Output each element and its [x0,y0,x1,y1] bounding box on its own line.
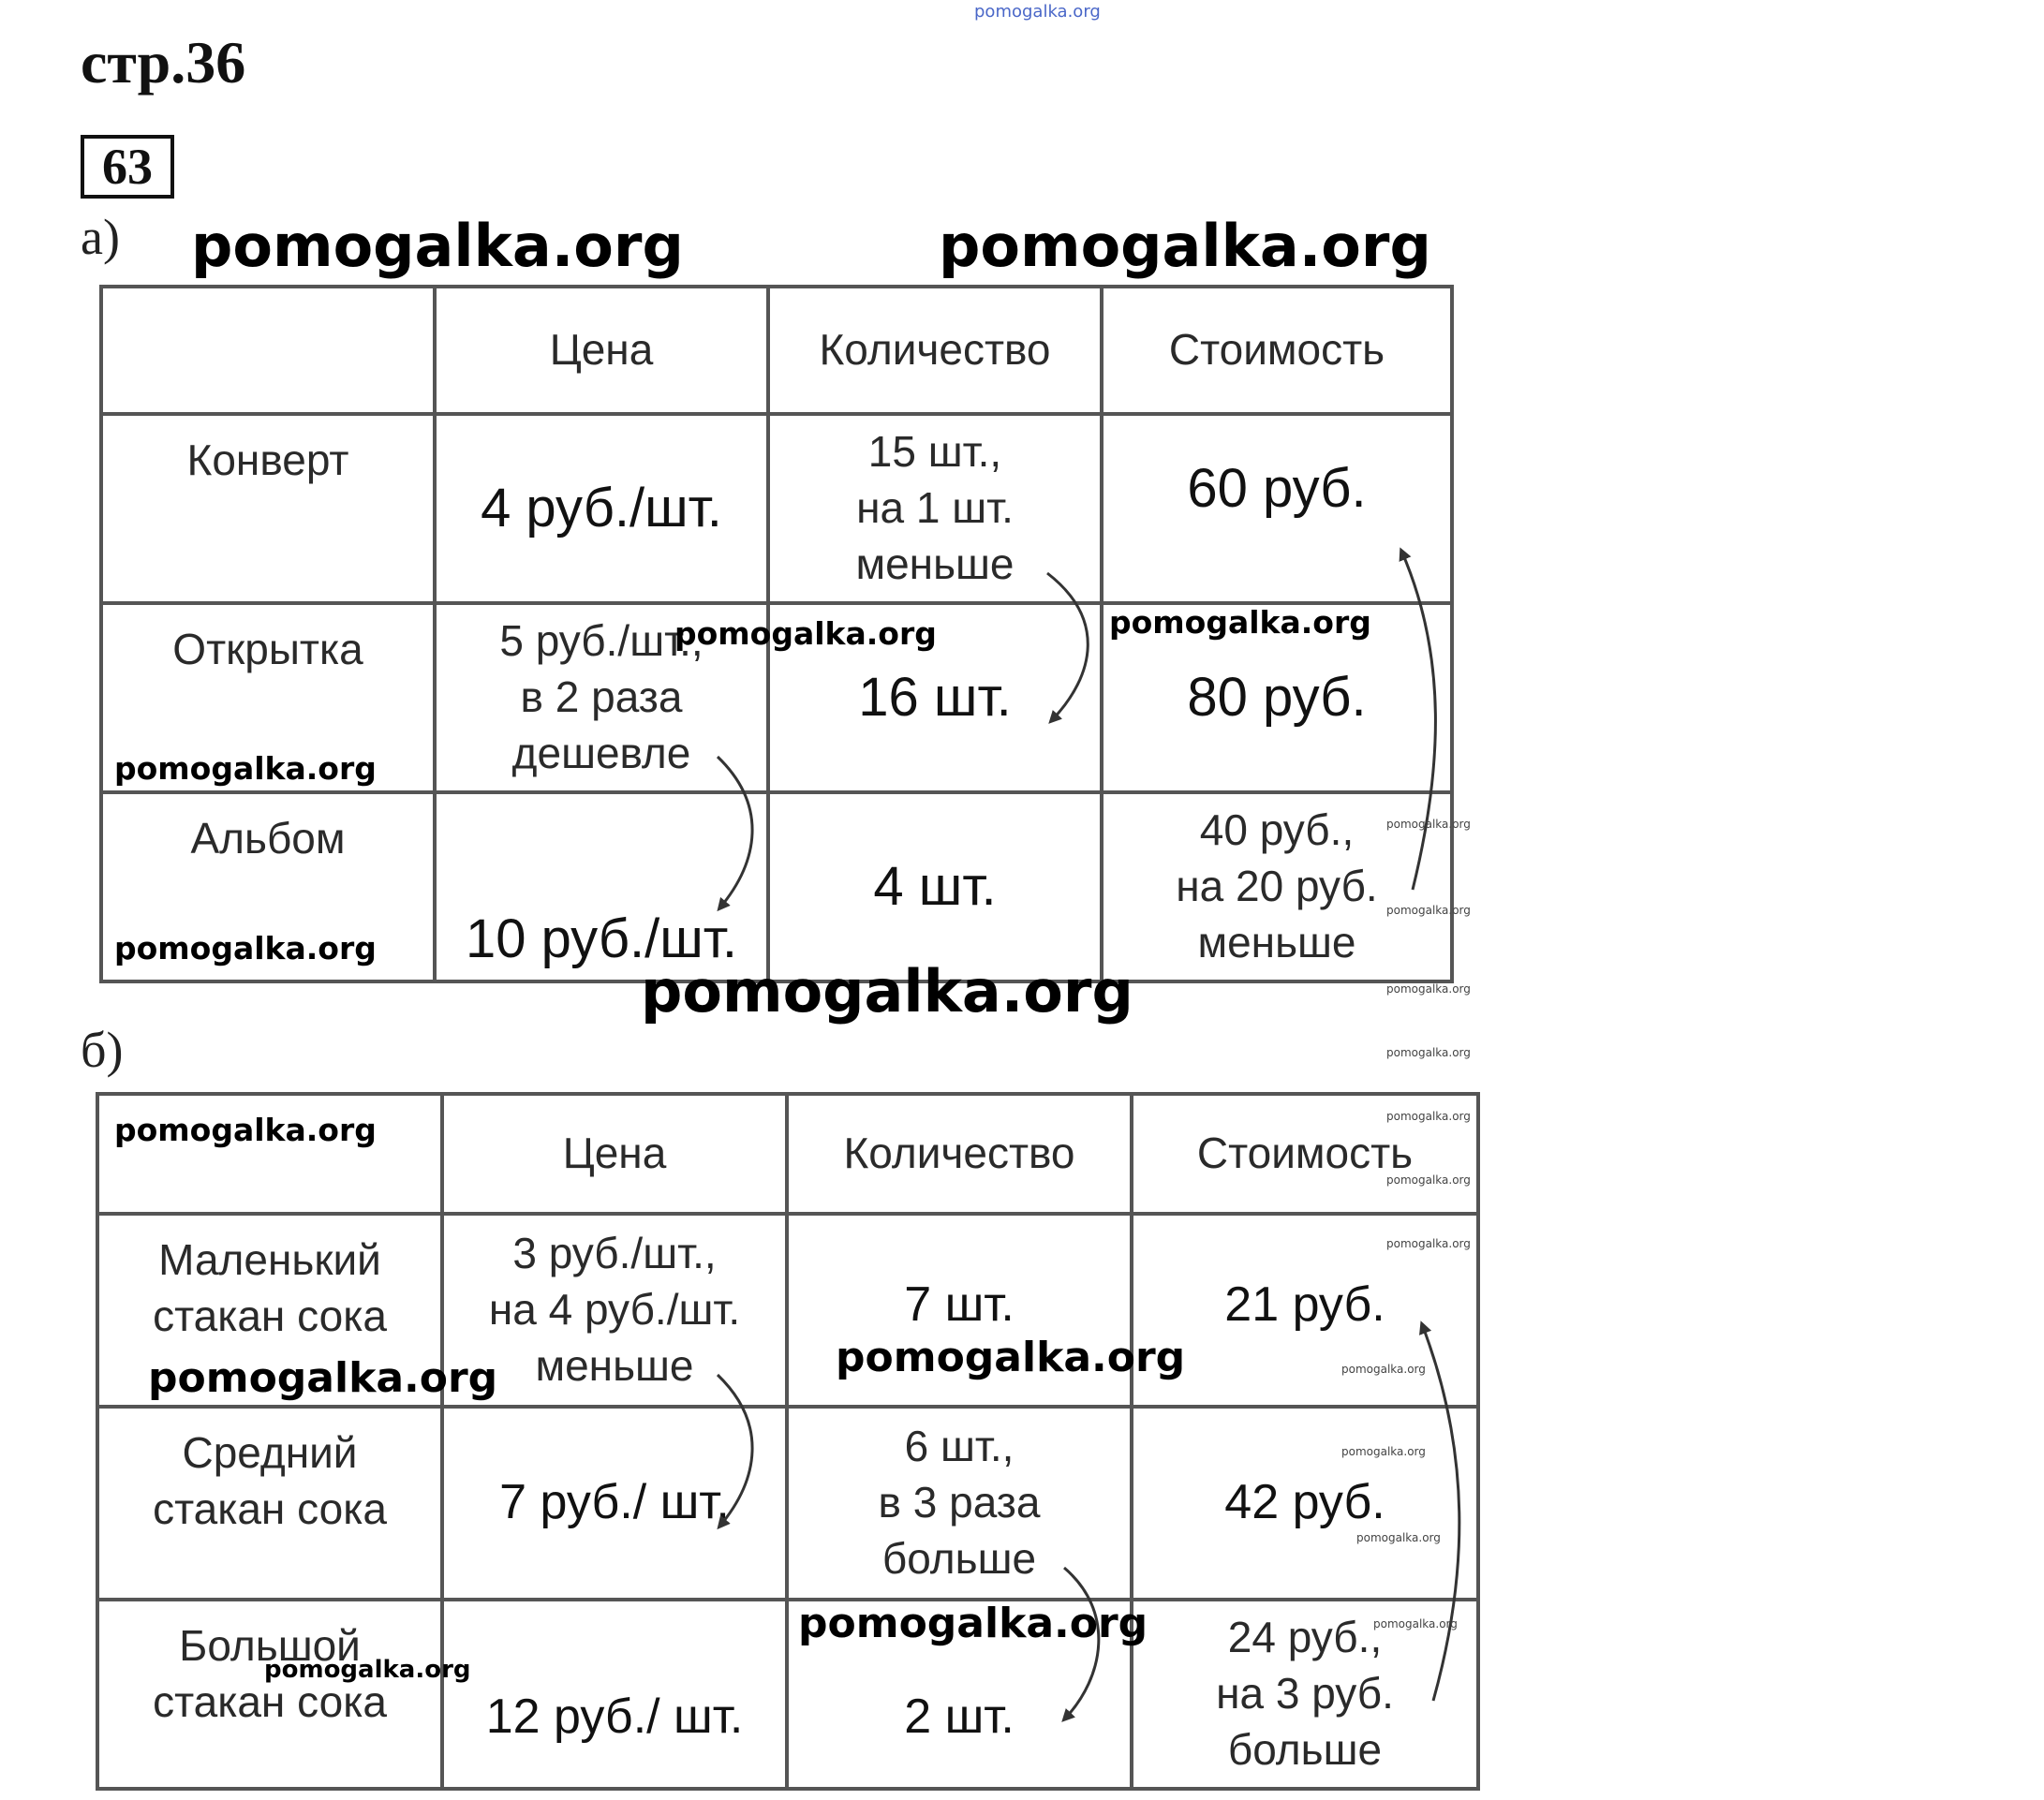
table-b-row-large-juice-quantity: 2 шт. [787,1600,1132,1789]
table-a-row-envelope-cost: 60 руб. [1102,414,1452,603]
watermark-small-11: pomogalka.org [1373,1617,1458,1630]
watermark-small-1: pomogalka.org [1386,818,1471,831]
table-b-row-large-juice-price: 12 руб./ шт. [442,1600,787,1789]
table-b-row-medium-juice-name: Средний стакан сока [97,1407,442,1600]
watermark-a-left: pomogalka.org [191,212,684,280]
table-a-row-envelope-quantity: 15 шт., на 1 шт. меньше [768,414,1102,603]
table-a-header-quantity: Количество [768,287,1102,414]
watermark-top: pomogalka.org [974,2,1101,22]
table-a-row-postcard-cost: 80 руб. [1102,603,1452,792]
table-a-header-price: Цена [435,287,768,414]
watermark-a-right: pomogalka.org [939,212,1431,280]
table-b-row-small-juice-cost: 21 руб. [1132,1214,1478,1407]
watermark-a-cost: pomogalka.org [1109,604,1371,641]
table-b-row-large-juice-name: Большой стакан сока [97,1600,442,1789]
table-a-row-envelope [101,414,1452,603]
page-title: стр.36 [81,29,246,96]
watermark-b-header: pomogalka.org [114,1112,377,1148]
table-b-row-small-juice-price: 3 руб./шт., на 4 руб./шт. меньше [442,1214,787,1407]
watermark-b-row3: pomogalka.org [264,1656,471,1684]
table-a-row-postcard-quantity: 16 шт. [768,603,1102,792]
watermark-b-qty3: pomogalka.org [798,1600,1148,1647]
watermark-small-2: pomogalka.org [1386,904,1471,917]
table-b-header-price: Цена [442,1094,787,1214]
part-b-label: б) [81,1022,124,1078]
table-a-row-postcard-name: Открытка [101,603,435,792]
table-b-header-cost: Стоимость [1132,1094,1478,1214]
watermark-small-7: pomogalka.org [1386,1237,1471,1250]
part-a-label: а) [81,209,120,265]
watermark-small-5: pomogalka.org [1386,1110,1471,1123]
watermark-a-mid: pomogalka.org [674,615,937,652]
watermark-a-row2: pomogalka.org [114,750,377,787]
watermark-b-row1: pomogalka.org [148,1354,498,1402]
table-a-row-postcard-price: 5 руб./шт., в 2 раза дешевле [435,603,768,792]
exercise-number-box: 63 [81,135,174,199]
table-b-row-small-juice-name: Маленький стакан сока [97,1214,442,1407]
watermark-small-9: pomogalka.org [1341,1445,1426,1458]
table-b-row-medium-juice-quantity: 6 шт., в 3 раза больше [787,1407,1132,1600]
table-a-row-album-cost: 40 руб., на 20 руб. меньше [1102,792,1452,981]
watermark-b-qty1: pomogalka.org [836,1334,1186,1381]
table-a-row-album-price: 10 руб./шт. [435,792,768,981]
table-b-row-medium-juice-price: 7 руб./ шт. [442,1407,787,1600]
table-b-row-large-juice [97,1600,1478,1789]
table-a-header-empty [101,287,435,414]
watermark-center: pomogalka.org [641,957,1133,1025]
table-a-header-row [101,287,1452,414]
table-b-row-medium-juice [97,1407,1478,1600]
table-b [96,1092,1480,1791]
table-b-row-large-juice-cost: 24 руб., на 3 руб. больше [1132,1600,1478,1789]
table-a-row-album-name: Альбом [101,792,435,981]
watermark-small-4: pomogalka.org [1386,1046,1471,1059]
watermark-small-8: pomogalka.org [1341,1363,1426,1376]
table-a-row-envelope-name: Конверт [101,414,435,603]
watermark-small-6: pomogalka.org [1386,1173,1471,1187]
watermark-a-row3: pomogalka.org [114,930,377,966]
table-a-row-album-quantity: 4 шт. [768,792,1102,981]
table-b-row-medium-juice-cost: 42 руб. [1132,1407,1478,1600]
table-b-row-small-juice-quantity: 7 шт. [787,1214,1132,1407]
table-a-row-envelope-price: 4 руб./шт. [435,414,768,603]
watermark-small-10: pomogalka.org [1356,1531,1441,1544]
table-a-header-cost: Стоимость [1102,287,1452,414]
watermark-small-3: pomogalka.org [1386,982,1471,996]
table-b-header-quantity: Количество [787,1094,1132,1214]
